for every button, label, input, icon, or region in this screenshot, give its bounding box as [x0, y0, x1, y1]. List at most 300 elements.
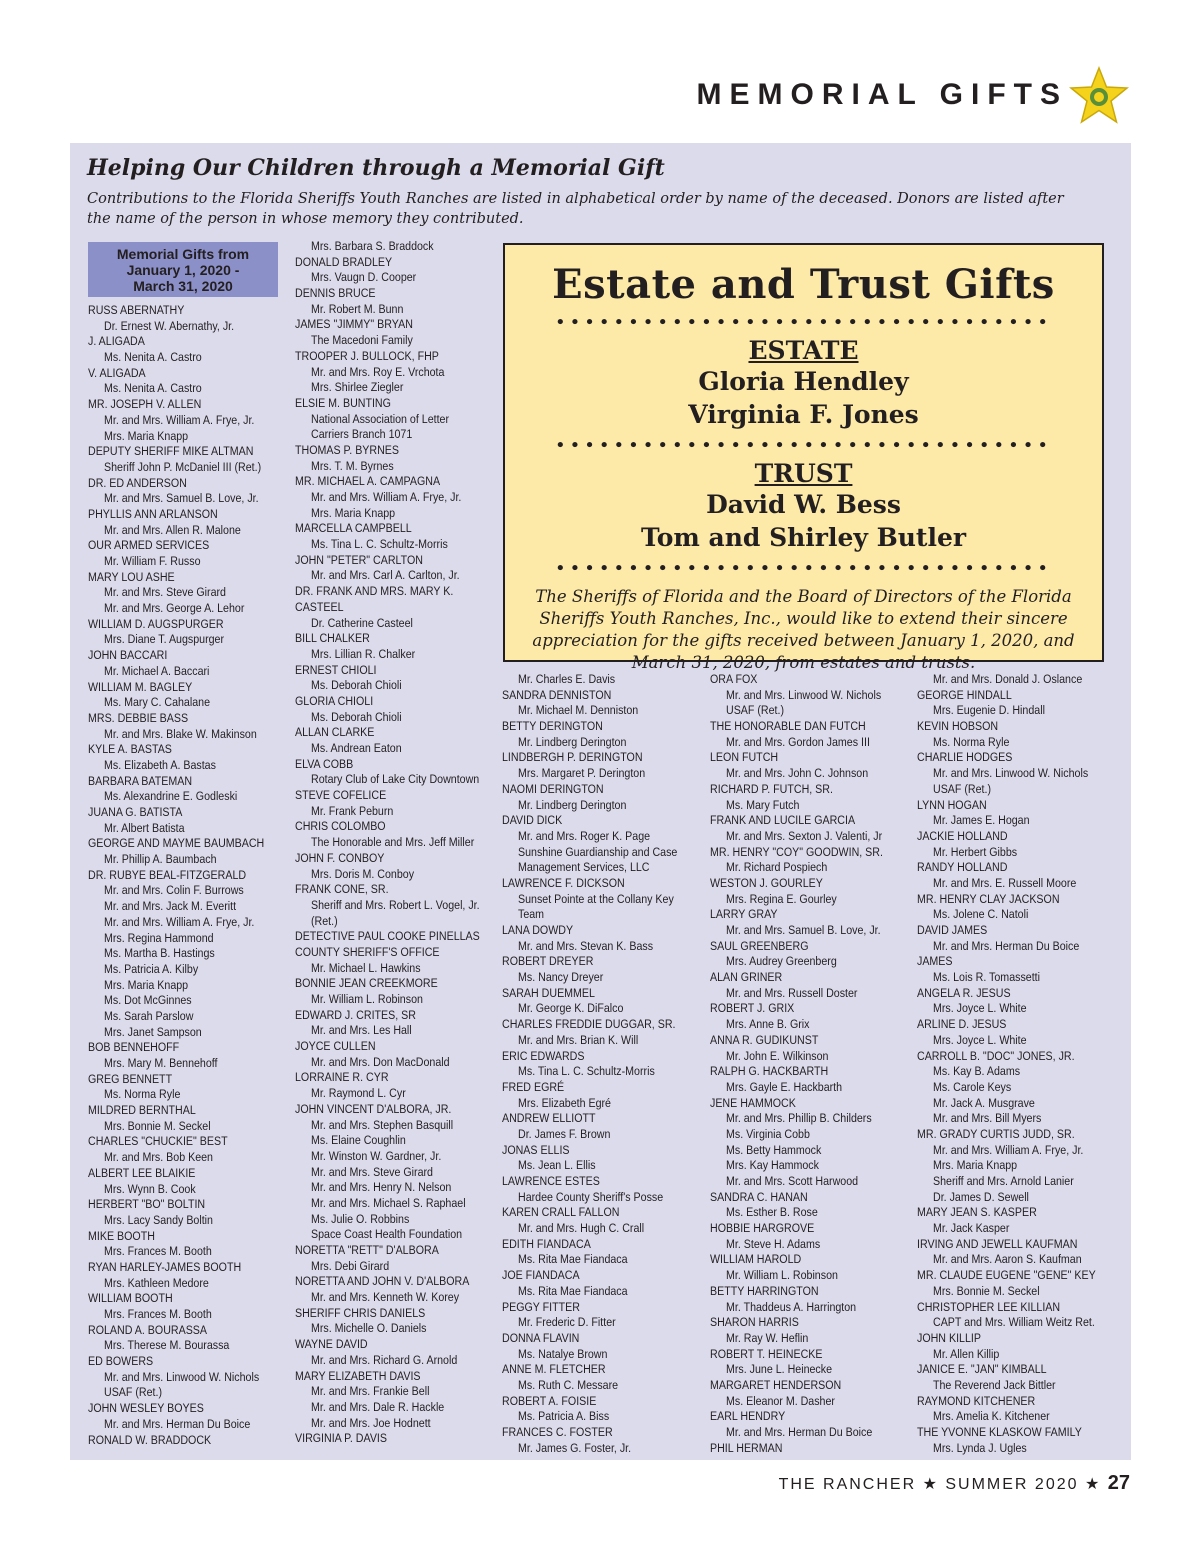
trust-heading: TRUST	[754, 459, 853, 488]
honoree-name: PHYLLIS ANN ARLANSON	[88, 506, 218, 521]
honoree-name: CASTEEL	[295, 599, 344, 614]
honoree-name: HERBERT "BO" BOLTIN	[88, 1197, 206, 1212]
memorial-column-2	[295, 239, 495, 1447]
donor-name: The Macedoni Family	[311, 333, 413, 348]
donor-name: Ms. Natalye Brown	[518, 1346, 608, 1361]
donor-name: Mr. William L. Robinson	[726, 1268, 838, 1283]
honoree-name: GLORIA CHIOLI	[295, 693, 374, 708]
donor-name: Ms. Mary Futch	[726, 797, 800, 812]
donor-name: Ms. Elizabeth A. Bastas	[104, 757, 216, 772]
dotted-divider: ••••••••••••••••••••••••••••••••••	[555, 558, 1052, 579]
donor-name: Mr. and Mrs. John C. Johnson	[726, 766, 869, 781]
honoree-name: SHERIFF CHRIS DANIELS	[295, 1305, 426, 1320]
donor-name: Mr. and Mrs. Les Hall	[311, 1023, 412, 1038]
honoree-name: ERNEST CHIOLI	[295, 662, 377, 677]
honoree-name: LORRAINE R. CYR	[295, 1070, 389, 1085]
donor-name: Ms. Alexandrine E. Godleski	[104, 789, 238, 804]
donor-name: Ms. Elaine Coughlin	[311, 1133, 406, 1148]
donor-name: Mr. and Mrs. Russell Doster	[726, 985, 858, 1000]
donor-name: Ms. Lois R. Tomassetti	[933, 970, 1040, 985]
footer-publication: THE RANCHER ★ SUMMER 2020 ★	[778, 1476, 1102, 1493]
honoree-name: JUANA G. BATISTA	[88, 805, 183, 819]
honoree-name: ERIC EDWARDS	[502, 1048, 585, 1063]
donor-name: Mr. Phillip A. Baumbach	[104, 852, 217, 867]
honoree-name: JANICE E. "JAN" KIMBALL	[917, 1362, 1047, 1377]
estate-appreciation-note: The Sheriffs of Florida and the Board of Directors of the Florida Sheriffs Youth Ranches, Inc., would like to extend their sincere appreciation for the gifts received between January 1, 2020, and March 31, 2020, from estates and trusts.	[532, 587, 1075, 672]
donor-name: Rotary Club of Lake City Downtown	[311, 772, 480, 787]
honoree-name: LYNN HOGAN	[917, 797, 987, 812]
donor-name: Mr. Albert Batista	[104, 820, 185, 835]
honoree-name: BETTY HARRINGTON	[710, 1283, 819, 1298]
honoree-name: RALPH G. HACKBARTH	[710, 1064, 829, 1079]
honoree-name: LAWRENCE F. DICKSON	[502, 875, 625, 890]
donor-name: Mr. Richard Pospiech	[726, 860, 828, 875]
donor-name: Mrs. Maria Knapp	[311, 505, 396, 520]
donor-name: Ms. Virginia Cobb	[726, 1126, 810, 1141]
honoree-name: LINDBERGH P. DERINGTON	[502, 750, 643, 765]
donor-name: Mr. and Mrs. Linwood W. Nichols	[104, 1369, 260, 1384]
honoree-name: JAMES	[917, 954, 953, 969]
honoree-name: MILDRED BERNTHAL	[88, 1103, 196, 1118]
honoree-name: DONALD BRADLEY	[295, 254, 393, 269]
donor-name: Ms. Eleanor M. Dasher	[726, 1393, 835, 1408]
honoree-name: ELSIE M. BUNTING	[295, 395, 391, 410]
honoree-name: ANDREW ELLIOTT	[502, 1111, 596, 1126]
donor-name: Mr. Ray W. Heflin	[726, 1330, 809, 1345]
donor-name: Mrs. Mary M. Bennehoff	[104, 1056, 218, 1070]
donor-name: Mr. and Mrs. Dale R. Hackle	[311, 1399, 445, 1414]
memorial-panel	[70, 143, 1131, 1460]
honoree-name: JOHN KILLIP	[917, 1330, 981, 1345]
honoree-name: DONNA FLAVIN	[502, 1330, 580, 1345]
donor-name: Mr. and Mrs. Roy E. Vrchota	[311, 364, 445, 379]
honoree-name: MIKE BOOTH	[88, 1228, 155, 1243]
donor-name: Mrs. Lillian R. Chalker	[311, 646, 416, 661]
star-logo-icon	[1068, 66, 1130, 126]
donor-name: Mrs. Barbara S. Braddock	[311, 239, 434, 253]
honoree-name: WILLIAM BOOTH	[88, 1291, 173, 1306]
donor-name: Mrs. Bonnie M. Seckel	[933, 1283, 1040, 1298]
honoree-name: JOHN WESLEY BOYES	[88, 1401, 204, 1416]
donor-name: Mrs. Joyce L. White	[933, 1001, 1027, 1016]
donor-name: Mrs. Debi Girard	[311, 1258, 390, 1273]
honoree-name: MRS. DEBBIE BASS	[88, 710, 189, 725]
honoree-name: CARROLL B. "DOC" JONES, JR.	[917, 1048, 1075, 1063]
honoree-name: MR. GRADY CURTIS JUDD, SR.	[917, 1126, 1075, 1141]
honoree-name: KYLE A. BASTAS	[88, 742, 172, 757]
donor-name: (Ret.)	[311, 913, 338, 928]
donor-name: Ms. Julie O. Robbins	[311, 1211, 410, 1226]
donor-name: Mr. and Mrs. George A. Lehor	[104, 601, 245, 616]
donor-name: Mr. Frederic D. Fitter	[518, 1315, 616, 1330]
donor-name: Ms. Patricia A. Biss	[518, 1409, 610, 1424]
donor-name: Ms. Martha B. Hastings	[104, 946, 215, 961]
donor-name: Mrs. Lacy Sandy Boltin	[104, 1212, 213, 1227]
donor-name: Mr. and Mrs. Richard G. Arnold	[311, 1352, 458, 1367]
donor-name: Ms. Tina L. C. Schultz-Morris	[311, 537, 448, 552]
donor-name: Mrs. Audrey Greenberg	[726, 954, 837, 969]
donor-name: Mr. and Mrs. Samuel B. Love, Jr.	[726, 923, 881, 937]
honoree-name: DAVID JAMES	[917, 923, 988, 937]
donor-name: Ms. Norma Ryle	[104, 1087, 181, 1102]
honoree-name: JOHN BACCARI	[88, 648, 168, 663]
donor-name: Mr. Robert M. Bunn	[311, 301, 404, 316]
honoree-name: JONAS ELLIS	[502, 1142, 570, 1157]
honoree-name: ELVA COBB	[295, 756, 354, 771]
donor-name: Mr. and Mrs. Bill Myers	[933, 1111, 1042, 1126]
donor-name: The Honorable and Mrs. Jeff Miller	[311, 835, 475, 850]
donor-name: Dr. Catherine Casteel	[311, 615, 413, 630]
honoree-name: MR. JOSEPH V. ALLEN	[88, 397, 202, 412]
memorial-column-5	[917, 672, 1117, 1456]
donor-name: Mr. Michael L. Hawkins	[311, 960, 421, 975]
honoree-name: WILLIAM D. AUGSPURGER	[88, 616, 224, 631]
honoree-name: GEORGE AND MAYME BAUMBACH	[88, 836, 265, 851]
donor-name: Sheriff and Mrs. Arnold Lanier	[933, 1174, 1074, 1188]
donor-name: Mrs. Joyce L. White	[933, 1032, 1027, 1047]
honoree-name: MARGARET HENDERSON	[710, 1377, 842, 1392]
honoree-name: LANA DOWDY	[502, 923, 574, 937]
honoree-name: NORETTA AND JOHN V. D'ALBORA	[295, 1274, 470, 1289]
honoree-name: SANDRA DENNISTON	[502, 687, 612, 702]
donor-name: Mr. William F. Russo	[104, 554, 201, 568]
memorial-column-4	[710, 672, 910, 1456]
honoree-name: ROBERT T. HEINECKE	[710, 1346, 823, 1361]
donor-name: Mr. Allen Killip	[933, 1346, 1000, 1361]
donor-name: Mrs. Maria Knapp	[104, 428, 189, 443]
donor-name: Ms. Deborah Chioli	[311, 678, 402, 693]
honoree-name: MR. MICHAEL A. CAMPAGNA	[295, 474, 441, 489]
honoree-name: BOB BENNEHOFF	[88, 1040, 180, 1055]
donor-name: USAF (Ret.)	[933, 781, 992, 796]
honoree-name: NAOMI DERINGTON	[502, 781, 604, 796]
honoree-name: BONNIE JEAN CREEKMORE	[295, 976, 438, 991]
donor-name: Mrs. Kathleen Medore	[104, 1275, 209, 1290]
donor-name: Mrs. Vaugn D. Cooper	[311, 270, 417, 285]
donor-name: Mr. Frank Peburn	[311, 803, 394, 818]
donor-name: Mr. and Mrs. William A. Frye, Jr.	[933, 1142, 1084, 1157]
donor-name: Mr. Lindberg Derington	[518, 734, 627, 749]
honoree-name: DEPUTY SHERIFF MIKE ALTMAN	[88, 444, 254, 459]
donor-name: Mr. and Mrs. Stephen Basquill	[311, 1117, 454, 1132]
donor-name: Mrs. Janet Sampson	[104, 1024, 202, 1039]
honoree-name: LAWRENCE ESTES	[502, 1174, 600, 1188]
donor-name: Mr. and Mrs. Don MacDonald	[311, 1054, 450, 1069]
donor-name: Management Services, LLC	[518, 860, 650, 875]
donor-name: Mr. and Mrs. Samuel B. Love, Jr.	[104, 491, 259, 506]
donor-name: Mrs. Frances M. Booth	[104, 1244, 212, 1259]
honoree-name: FRED EGRÉ	[502, 1079, 565, 1094]
donor-name: Mr. and Mrs. Bob Keen	[104, 1150, 213, 1165]
honoree-name: WILLIAM HAROLD	[710, 1252, 802, 1267]
donor-name: Mr. and Mrs. Aaron S. Kaufman	[933, 1252, 1082, 1267]
donor-name: Mr. James E. Hogan	[933, 813, 1030, 828]
donor-name: Mrs. Lynda J. Ugles	[933, 1440, 1027, 1455]
donor-name: Mr. and Mrs. William A. Frye, Jr.	[311, 490, 462, 504]
donor-name: Team	[518, 907, 545, 922]
honoree-name: EARL HENDRY	[710, 1409, 786, 1424]
donor-name: Mr. and Mrs. Frankie Bell	[311, 1384, 430, 1399]
donor-name: Ms. Jean L. Ellis	[518, 1158, 596, 1173]
donor-name: Ms. Andrean Eaton	[311, 741, 402, 755]
honoree-name: JOHN F. CONBOY	[295, 850, 385, 865]
honoree-name: STEVE COFELICE	[295, 788, 387, 803]
donor-name: Mrs. Elizabeth Egré	[518, 1095, 611, 1110]
donor-name: Ms. Nancy Dreyer	[518, 970, 604, 985]
honoree-name: COUNTY SHERIFF'S OFFICE	[295, 944, 440, 959]
donor-name: Mrs. Amelia K. Kitchener	[933, 1409, 1050, 1424]
donor-name: Mrs. Kay Hammock	[726, 1158, 819, 1173]
donor-name: Dr. James D. Sewell	[933, 1189, 1029, 1204]
honoree-name: MARCELLA CAMPBELL	[295, 521, 412, 536]
honoree-name: ALLAN CLARKE	[295, 725, 375, 740]
honoree-name: LEON FUTCH	[710, 750, 779, 765]
intro-title: Helping Our Children through a Memorial Gift	[87, 155, 665, 181]
donor-name: Mr. Charles E. Davis	[518, 672, 616, 686]
honoree-name: LARRY GRAY	[710, 907, 778, 922]
honoree-name: ROBERT A. FOISIE	[502, 1393, 597, 1408]
honoree-name: CHARLES FREDDIE DUGGAR, SR.	[502, 1017, 676, 1032]
donor-name: Mr. and Mrs. Blake W. Makinson	[104, 726, 257, 741]
honoree-name: WESTON J. GOURLEY	[710, 875, 823, 890]
honoree-name: ARLINE D. JESUS	[917, 1017, 1007, 1032]
donor-name: Mr. and Mrs. Henry N. Nelson	[311, 1180, 452, 1195]
honoree-name: VIRGINIA P. DAVIS	[295, 1431, 387, 1446]
honoree-name: ROBERT DREYER	[502, 954, 594, 969]
honoree-name: BARBARA BATEMAN	[88, 773, 193, 788]
donor-name: Mr. and Mrs. Herman Du Boice	[104, 1416, 251, 1431]
estate-heading: ESTATE	[748, 336, 859, 365]
donor-name: Mr. and Mrs. William A. Frye, Jr.	[104, 412, 255, 427]
donor-name: Mr. and Mrs. Steve Girard	[104, 585, 226, 600]
donor-name: Ms. Esther B. Rose	[726, 1205, 818, 1220]
honoree-name: THE HONORABLE DAN FUTCH	[710, 719, 866, 734]
honoree-name: MARY LOU ASHE	[88, 569, 175, 584]
donor-name: Mr. and Mrs. Donald J. Oslance	[933, 672, 1083, 686]
donor-name: Sheriff John P. McDaniel III (Ret.)	[104, 459, 262, 474]
donor-name: Mrs. Eugenie D. Hindall	[933, 703, 1045, 718]
honoree-name: MARY JEAN S. KASPER	[917, 1205, 1037, 1220]
honoree-name: ED BOWERS	[88, 1354, 154, 1369]
donor-name: Mr. and Mrs. Linwood W. Nichols	[726, 687, 882, 702]
honoree-name: ANNE M. FLETCHER	[502, 1362, 606, 1377]
honoree-name: DR. ED ANDERSON	[88, 475, 187, 490]
donor-name: Ms. Sarah Parslow	[104, 1008, 194, 1023]
donor-name: Mrs. Maria Knapp	[933, 1158, 1018, 1173]
donor-name: USAF (Ret.)	[726, 703, 785, 718]
honoree-name: EDITH FIANDACA	[502, 1236, 591, 1251]
donor-name: Ms. Nenita A. Castro	[104, 381, 202, 396]
honoree-name: PHIL HERMAN	[710, 1440, 783, 1455]
donor-name: Ms. Betty Hammock	[726, 1142, 822, 1157]
donor-name: Mr. and Mrs. Joe Hodnett	[311, 1415, 431, 1430]
dotted-divider: ••••••••••••••••••••••••••••••••••	[555, 435, 1052, 456]
range-line-2: January 1, 2020 -	[126, 262, 240, 278]
honoree-name: EDWARD J. CRITES, SR	[295, 1007, 416, 1022]
donor-name: Mr. and Mrs. Colin F. Burrows	[104, 883, 244, 898]
donor-name: Mrs. Frances M. Booth	[104, 1307, 212, 1321]
donor-name: Ms. Carole Keys	[933, 1079, 1012, 1094]
honoree-name: MR. HENRY "COY" GOODWIN, SR.	[710, 844, 883, 859]
donor-name: Mr. and Mrs. E. Russell Moore	[933, 875, 1077, 890]
donor-name: Mr. and Mrs. Herman Du Boice	[726, 1425, 873, 1439]
honoree-name: FRANK CONE, SR.	[295, 882, 389, 897]
honoree-name: MR. CLAUDE EUGENE "GENE" KEY	[917, 1268, 1096, 1283]
donor-name: Mrs. Gayle E. Hackbarth	[726, 1079, 843, 1094]
honoree-name: JENE HAMMOCK	[710, 1095, 796, 1110]
trust-name: David W. Bess	[706, 490, 901, 519]
honoree-name: ORA FOX	[710, 672, 758, 686]
estate-name: Virginia F. Jones	[688, 400, 919, 429]
page-footer	[779, 1472, 1130, 1495]
honoree-name: HOBBIE HARGROVE	[710, 1221, 815, 1236]
donor-name: Mr. and Mrs. Steve Girard	[311, 1164, 433, 1179]
honoree-name: RICHARD P. FUTCH, SR.	[710, 781, 833, 796]
donor-name: Sunshine Guardianship and Case	[518, 844, 678, 859]
honoree-name: NORETTA "RETT" D'ALBORA	[295, 1243, 439, 1257]
donor-name: Mrs. June L. Heinecke	[726, 1362, 833, 1377]
donor-name: Mr. and Mrs. Gordon James III	[726, 734, 870, 749]
donor-name: Mrs. Therese M. Bourassa	[104, 1338, 230, 1353]
donor-name: Carriers Branch 1071	[311, 427, 413, 442]
donor-name: Mr. and Mrs. Carl A. Carlton, Jr.	[311, 568, 460, 583]
honoree-name: PEGGY FITTER	[502, 1299, 580, 1314]
donor-name: Dr. Ernest W. Abernathy, Jr.	[104, 318, 235, 333]
donor-name: Mr. and Mrs. Linwood W. Nichols	[933, 766, 1089, 781]
honoree-name: THE YVONNE KLASKOW FAMILY	[917, 1425, 1082, 1439]
honoree-name: JOYCE CULLEN	[295, 1039, 376, 1054]
donor-name: Mr. and Mrs. Scott Harwood	[726, 1174, 859, 1188]
donor-name: Ms. Dot McGinnes	[104, 993, 192, 1008]
donor-name: Dr. James F. Brown	[518, 1126, 611, 1141]
trust-name: Tom and Shirley Butler	[640, 523, 967, 552]
donor-name: Ms. Rita Mae Fiandaca	[518, 1252, 628, 1267]
donor-name: Mrs. Wynn B. Cook	[104, 1181, 196, 1196]
donor-name: Ms. Patricia A. Kilby	[104, 961, 199, 976]
honoree-name: GEORGE HINDALL	[917, 687, 1012, 702]
honoree-name: SARAH DUEMMEL	[502, 985, 595, 1000]
donor-name: USAF (Ret.)	[104, 1385, 163, 1400]
honoree-name: FRANCES C. FOSTER	[502, 1425, 613, 1439]
donor-name: Ms. Kay B. Adams	[933, 1064, 1021, 1079]
donor-name: Space Coast Health Foundation	[311, 1227, 463, 1242]
donor-name: Mr. and Mrs. Brian K. Will	[518, 1032, 639, 1047]
donor-name: Ms. Ruth C. Messare	[518, 1377, 619, 1392]
donor-name: Sheriff and Mrs. Robert L. Vogel, Jr.	[311, 897, 480, 912]
donor-name: Mr. and Mrs. Jack M. Everitt	[104, 899, 237, 914]
donor-name: The Reverend Jack Bittler	[933, 1377, 1056, 1392]
honoree-name: ALBERT LEE BLAIKIE	[88, 1165, 196, 1180]
honoree-name: RONALD W. BRADDOCK	[88, 1432, 212, 1447]
range-line-3: March 31, 2020	[133, 278, 233, 294]
honoree-name: OUR ARMED SERVICES	[88, 538, 210, 553]
honoree-name: DR. RUBYE BEAL-FITZGERALD	[88, 867, 247, 882]
honoree-name: JOE FIANDACA	[502, 1268, 580, 1283]
honoree-name: JAMES "JIMMY" BRYAN	[295, 317, 413, 332]
donor-name: Ms. Tina L. C. Schultz-Morris	[518, 1064, 655, 1079]
honoree-name: J. ALIGADA	[88, 334, 145, 349]
donor-name: Mr. Thaddeus A. Harrington	[726, 1299, 857, 1314]
honoree-name: KAREN CRALL FALLON	[502, 1205, 620, 1220]
donor-name: Mr. William L. Robinson	[311, 992, 423, 1006]
honoree-name: JOHN "PETER" CARLTON	[295, 552, 423, 567]
honoree-name: TROOPER J. BULLOCK, FHP	[295, 348, 439, 363]
donor-name: Ms. Jolene C. Natoli	[933, 907, 1029, 922]
donor-name: Mr. Jack Kasper	[933, 1221, 1010, 1236]
estate-name: Gloria Hendley	[698, 367, 909, 396]
date-range-box	[88, 242, 278, 297]
donor-name: Mr. George K. DiFalco	[518, 1001, 624, 1016]
donor-name: Mrs. Maria Knapp	[104, 977, 189, 992]
range-line-1: Memorial Gifts from	[116, 246, 250, 262]
donor-name: Mrs. Michelle O. Daniels	[311, 1321, 427, 1336]
donor-name: Mr. and Mrs. Kenneth W. Korey	[311, 1290, 460, 1305]
estate-trust-title: Estate and Trust Gifts	[552, 261, 1055, 308]
page-header-title: MEMORIAL GIFTS	[696, 78, 1068, 111]
honoree-name: RUSS ABERNATHY	[88, 303, 185, 317]
donor-name: Mr. and Mrs. Allen R. Malone	[104, 522, 241, 537]
honoree-name: ROBERT J. GRIX	[710, 1001, 795, 1016]
donor-name: Mrs. Regina E. Gourley	[726, 891, 837, 906]
honoree-name: WILLIAM M. BAGLEY	[88, 679, 193, 694]
donor-name: Mr. Jack A. Musgrave	[933, 1095, 1035, 1110]
donor-name: Ms. Nenita A. Castro	[104, 350, 202, 365]
donor-name: Mr. and Mrs. Roger K. Page	[518, 828, 651, 843]
honoree-name: RANDY HOLLAND	[917, 860, 1008, 875]
honoree-name: IRVING AND JEWELL KAUFMAN	[917, 1236, 1078, 1251]
page-number: 27	[1107, 1472, 1130, 1494]
donor-name: Hardee County Sheriff's Posse	[518, 1189, 664, 1204]
donor-name: Sunset Pointe at the Collany Key	[518, 891, 674, 906]
intro-text: Contributions to the Florida Sheriffs Youth Ranches are listed in alphabetical order by name of the deceased. Donors are listed after the name of the person in whose memory they contributed.	[87, 191, 1064, 227]
honoree-name: CHRISTOPHER LEE KILLIAN	[917, 1299, 1061, 1314]
donor-name: Mrs. Regina Hammond	[104, 930, 214, 945]
honoree-name: SAUL GREENBERG	[710, 938, 809, 953]
donor-name: Mrs. Shirlee Ziegler	[311, 380, 404, 395]
honoree-name: CHARLES "CHUCKIE" BEST	[88, 1134, 228, 1149]
donor-name: Mr. and Mrs. Sexton J. Valenti, Jr	[726, 828, 883, 843]
honoree-name: MR. HENRY CLAY JACKSON	[917, 891, 1060, 906]
honoree-name: CHARLIE HODGES	[917, 750, 1013, 765]
honoree-name: BETTY DERINGTON	[502, 719, 603, 734]
donor-name: Ms. Mary C. Cahalane	[104, 695, 211, 710]
honoree-name: ALAN GRINER	[710, 970, 783, 985]
memorial-column-1	[88, 303, 288, 1448]
donor-name: Mrs. Bonnie M. Seckel	[104, 1118, 211, 1133]
honoree-name: JACKIE HOLLAND	[917, 828, 1008, 843]
honoree-name: V. ALIGADA	[88, 365, 146, 380]
memorial-column-3	[502, 672, 702, 1456]
donor-name: Mr. John E. Wilkinson	[726, 1048, 829, 1063]
donor-name: Mr. Steve H. Adams	[726, 1236, 821, 1251]
honoree-name: JOHN VINCENT D'ALBORA, JR.	[295, 1101, 452, 1116]
honoree-name: CHRIS COLOMBO	[295, 819, 386, 834]
donor-name: Mrs. Margaret P. Derington	[518, 766, 646, 781]
donor-name: CAPT and Mrs. William Weitz Ret.	[933, 1315, 1095, 1330]
honoree-name: DENNIS BRUCE	[295, 286, 376, 301]
donor-name: Mr. Winston W. Gardner, Jr.	[311, 1148, 442, 1163]
donor-name: Mr. Herbert Gibbs	[933, 844, 1018, 859]
honoree-name: DAVID DICK	[502, 813, 563, 828]
donor-name: Mr. and Mrs. Michael S. Raphael	[311, 1195, 466, 1210]
honoree-name: WAYNE DAVID	[295, 1337, 368, 1352]
donor-name: Ms. Deborah Chioli	[311, 709, 402, 724]
honoree-name: BILL CHALKER	[295, 631, 370, 646]
donor-name: Mrs. Diane T. Augspurger	[104, 632, 225, 647]
honoree-name: THOMAS P. BYRNES	[295, 442, 400, 457]
honoree-name: RYAN HARLEY-JAMES BOOTH	[88, 1259, 242, 1274]
donor-name: Mrs. Doris M. Conboy	[311, 866, 415, 881]
